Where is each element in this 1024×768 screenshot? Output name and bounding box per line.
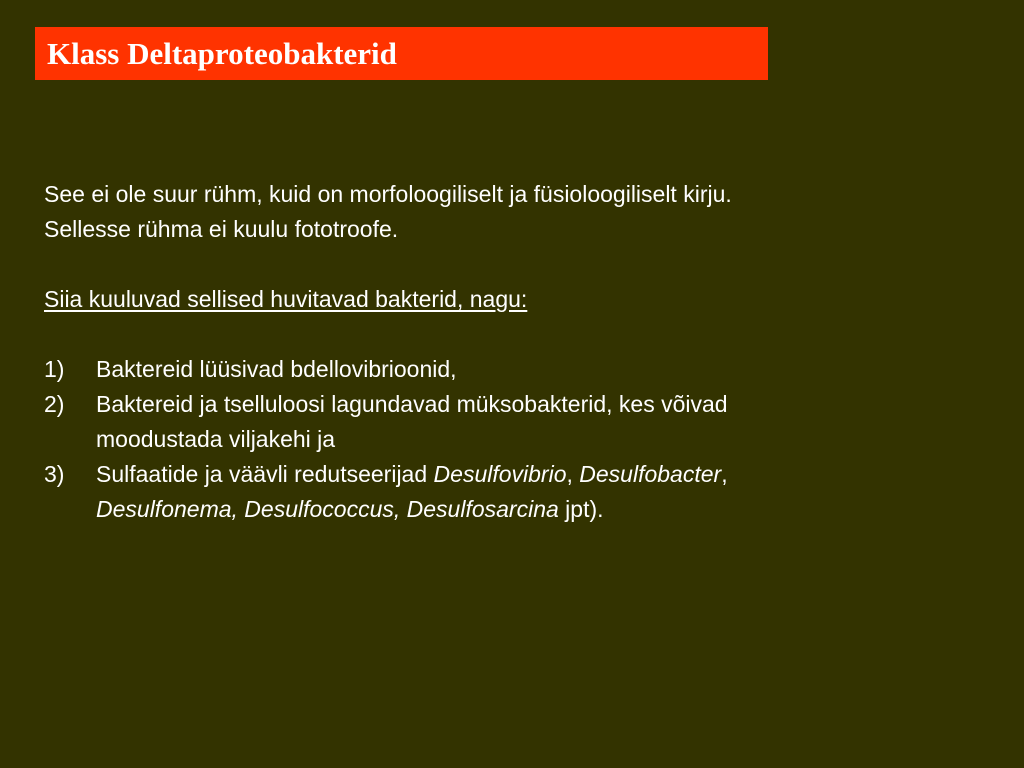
genus-names: Desulfonema, Desulfococcus, Desulfosarcina [96,496,559,522]
genus-name: Desulfobacter [579,461,722,487]
text-run: , [566,461,580,487]
list-item-number: 2) [44,391,65,417]
slide-title: Klass Deltaproteobakterid [47,36,397,71]
list-item-text [96,457,1004,492]
list-heading: Siia kuuluvad sellised huvitavad bakterid, nagu: [44,286,528,312]
list-item-text: Baktereid ja tselluloosi lagundavad müksobakterid, kes võivad [96,391,728,417]
intro-line-2: Sellesse rühma ei kuulu fototroofe. [44,216,399,242]
list-item-text-continued: moodustada viljakehi ja [96,426,336,452]
list-item-number: 1) [44,356,65,382]
list-item-number: 3) [44,461,65,487]
list-item [44,352,1004,387]
text-run: Sulfaatide ja väävli redutseerijad [96,461,434,487]
list-item [44,457,1004,527]
slide-body [44,177,1004,527]
text-run: , [721,461,728,487]
genus-name: Desulfovibrio [433,461,567,487]
list-item-text-continued [96,492,1004,527]
spacer [44,317,1004,352]
bacteria-list [44,352,1004,527]
title-banner [35,27,768,80]
intro-line-1: See ei ole suur rühm, kuid on morfoloogiliselt ja füsioloogiliselt kirju. [44,181,732,207]
list-item [44,387,1004,457]
spacer [44,247,1004,282]
text-run: jpt). [558,496,604,522]
list-item-text: Baktereid lüüsivad bdellovibrioonid, [96,356,457,382]
